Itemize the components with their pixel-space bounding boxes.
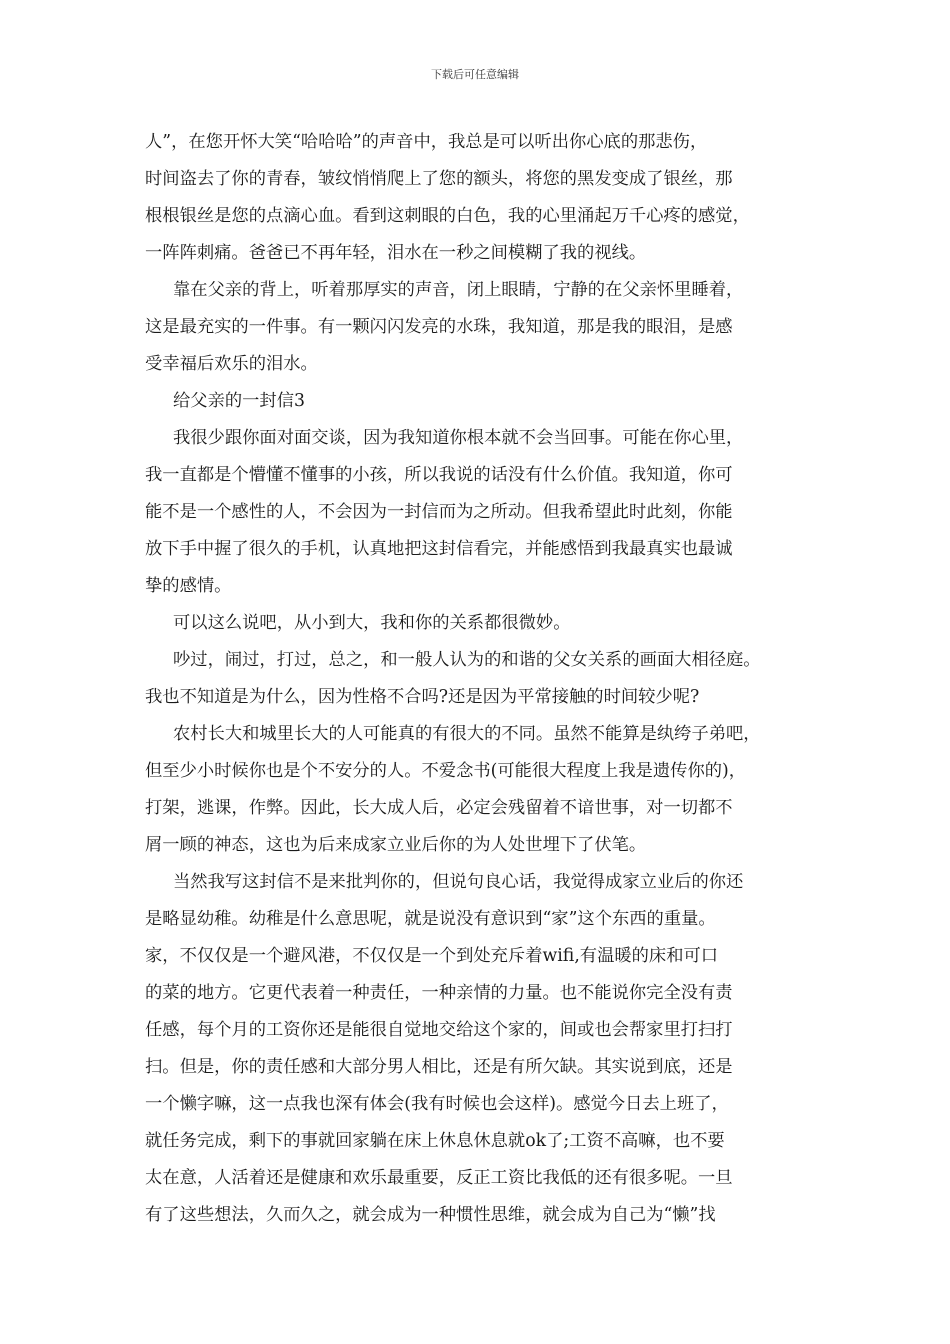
text-line: 家，不仅仅是一个避风港，不仅仅是一个到处充斥着wifi,有温暖的床和可口 [145,946,719,966]
document-body [145,124,810,1234]
text-line: 有了这些想法，久而久之，就会成为一种惯性思维，就会成为自己为“懒”找 [145,1205,716,1225]
text-line: 我也不知道是为什么，因为性格不合吗?还是因为平常接触的时间较少呢? [145,687,700,707]
text-line: 打架，逃课，作弊。因此，长大成人后，必定会残留着不谙世事，对一切都不 [145,798,733,818]
text-line: 放下手中握了很久的手机，认真地把这封信看完，并能感悟到我最真实也最诚 [145,539,733,559]
text-line: 农村长大和城里长大的人可能真的有很大的不同。虽然不能算是纨绔子弟吧， [173,724,761,744]
text-line: 太在意，人活着还是健康和欢乐最重要，反正工资比我低的还有很多呢。一旦 [145,1168,733,1188]
text-line: 根根银丝是您的点滴心血。看到这刺眼的白色，我的心里涌起万千心疼的感觉， [145,206,750,226]
text-line: 屑一顾的神态，这也为后来成家立业后你的为人处世埋下了伏笔。 [145,835,647,855]
text-line: 一阵阵刺痛。爸爸已不再年轻，泪水在一秒之间模糊了我的视线。 [145,243,647,263]
text-line: 就任务完成，剩下的事就回家躺在床上休息休息就ok了;工资不高嘛，也不要 [145,1131,725,1151]
text-line: 靠在父亲的背上，听着那厚实的声音，闭上眼睛，宁静的在父亲怀里睡着， [173,280,744,300]
text-line: 任感，每个月的工资你还是能很自觉地交给这个家的，间或也会帮家里打扫打 [145,1020,733,1040]
text-line: 我一直都是个懵懂不懂事的小孩，所以我说的话没有什么价值。我知道，你可 [145,465,733,485]
text-line: 扫。但是，你的责任感和大部分男人相比，还是有所欠缺。其实说到底，还是 [145,1057,733,1077]
text-line: 给父亲的一封信3 [173,391,305,411]
page-header: 下载后可任意编辑 [431,68,519,81]
text-line: 我很少跟你面对面交谈，因为我知道你根本就不会当回事。可能在你心里， [173,428,744,448]
text-line: 的菜的地方。它更代表着一种责任，一种亲情的力量。也不能说你完全没有责 [145,983,733,1003]
text-line: 能不是一个感性的人，不会因为一封信而为之所动。但我希望此时此刻，你能 [145,502,733,522]
text-line: 吵过，闹过，打过，总之，和一般人认为的和谐的父女关系的画面大相径庭。 [173,650,761,670]
text-line: 但至少小时候你也是个不安分的人。不爱念书(可能很大程度上我是遗传你的)， [145,761,747,781]
text-line: 可以这么说吧，从小到大，我和你的关系都很微妙。 [173,613,571,633]
text-line: 时间盗去了你的青春，皱纹悄悄爬上了您的额头，将您的黑发变成了银丝，那 [145,169,733,189]
text-line: 当然我写这封信不是来批判你的，但说句良心话，我觉得成家立业后的你还 [173,872,744,892]
text-line: 这是最充实的一件事。有一颗闪闪发亮的水珠，我知道，那是我的眼泪，是感 [145,317,733,337]
text-line: 受幸福后欢乐的泪水。 [145,354,318,374]
text-line: 是略显幼稚。幼稚是什么意思呢，就是说没有意识到“家”这个东西的重量。 [145,909,716,929]
text-line: 人”，在您开怀大笑“哈哈哈”的声音中，我总是可以听出你心底的那悲伤， [145,132,708,152]
text-line: 挚的感情。 [145,576,232,596]
text-line: 一个懒字嘛，这一点我也深有体会(我有时候也会这样)。感觉今日去上班了， [145,1094,729,1114]
